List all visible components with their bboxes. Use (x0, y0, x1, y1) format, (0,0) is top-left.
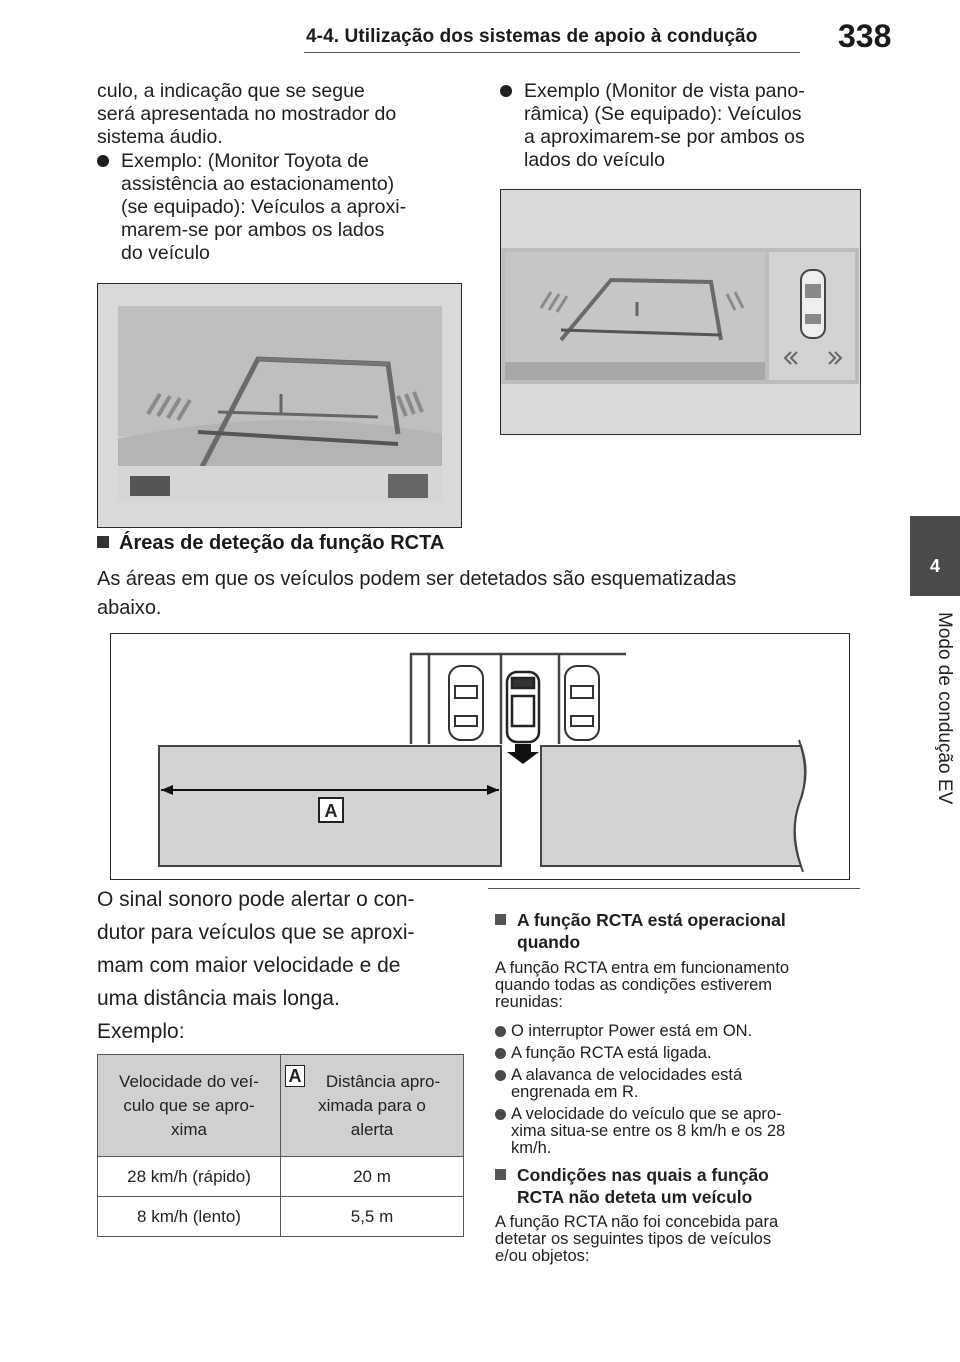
detection-area-diagram (110, 633, 850, 880)
not-detect-intro-line: detetar os seguintes tipos de veículos (495, 1230, 772, 1248)
not-detect-intro-line: A função RCTA não foi concebida para (495, 1213, 779, 1231)
rcta-areas-line: abaixo. (97, 597, 162, 619)
bullet-line: râmica) (Se equipado): Veículos (524, 103, 802, 125)
note-square-icon (495, 914, 506, 925)
bullet-line: a aproximarem-se por ambos os (524, 126, 805, 148)
not-detect-intro-line: e/ou objetos: (495, 1247, 590, 1265)
bullet-dot (500, 85, 512, 97)
section-square-icon (97, 536, 109, 548)
bullet-line: Exemplo (Monitor de vista pano- (524, 80, 805, 102)
parked-car-right (565, 666, 599, 740)
bullet-line: (se equipado): Veículos a aproxi- (121, 196, 407, 218)
chapter-label-box (884, 612, 960, 842)
header-speed-line: xima (171, 1119, 207, 1139)
page-number: 338 (838, 18, 892, 54)
alert-line: O sinal sonoro pode alertar o con- (97, 888, 415, 911)
condition-line: O interruptor Power está em ON. (511, 1022, 753, 1040)
condition-line: km/h. (511, 1139, 552, 1157)
panoramic-monitor-illustration (500, 189, 861, 435)
bullet-text (121, 150, 406, 265)
condition-line: A função RCTA está ligada. (511, 1044, 712, 1062)
diagram-key-a: A (324, 801, 338, 821)
condition-line: A alavanca de velocidades está (511, 1066, 743, 1084)
operational-intro-line: quando todas as condições estiverem (495, 976, 773, 994)
table-row (98, 1157, 464, 1197)
bullet-line: lados do veículo (524, 149, 665, 171)
operational-intro-line: A função RCTA entra em funcionamento (495, 959, 790, 977)
bullet-line: do veículo (121, 242, 210, 264)
key-a-label: A (285, 1065, 305, 1087)
not-detect-heading-line: RCTA não deteta um veículo (517, 1187, 753, 1207)
section-title: 4-4. Utilização dos sistemas de apoio à condução (306, 26, 758, 47)
rcta-areas-heading (97, 532, 444, 555)
header-speed (98, 1055, 281, 1157)
alert-line: uma distância mais longa. (97, 987, 340, 1010)
operational-heading-line: quando (517, 932, 581, 952)
intro-line: culo, a indicação que se segue (97, 80, 365, 102)
speed-distance-table (97, 1054, 464, 1237)
bullet-line: marem-se por ambos os lados (121, 219, 385, 241)
speed-cell: 28 km/h (rápido) (98, 1157, 281, 1197)
intro-line: será apresentada no mostrador do (97, 103, 397, 125)
parked-car-left (449, 666, 483, 740)
toyota-monitor-illustration (97, 283, 462, 528)
alert-line: dutor para veículos que se aproxi- (97, 921, 415, 944)
notes-rule (488, 888, 860, 889)
header-distance-line: Distância apro- (325, 1071, 441, 1091)
not-detect-intro (495, 1214, 778, 1265)
bullet-line: Exemplo: (Monitor Toyota de (121, 150, 369, 172)
bullet-text (524, 80, 805, 172)
detection-area-drawing (111, 634, 848, 878)
header-speed-line: culo que se apro- (123, 1095, 255, 1115)
alert-paragraph (97, 883, 415, 1048)
rcta-areas-body (97, 565, 736, 623)
alert-line: mam com maior velocidade e de (97, 954, 401, 977)
panoramic-view-image (501, 190, 859, 433)
bullet-line: assistência ao estacionamento) (121, 173, 395, 195)
own-car (507, 672, 539, 742)
condition-dot (495, 1048, 506, 1059)
chapter-number: 4 (929, 556, 940, 576)
condition-line: engrenada em R. (511, 1083, 639, 1101)
table-row (98, 1197, 464, 1237)
rcta-areas-heading-text: Áreas de deteção da função RCTA (119, 532, 445, 554)
chapter-label: Modo de condução EV (934, 612, 955, 805)
operational-intro-line: reunidas: (495, 993, 563, 1011)
condition-dot (495, 1109, 506, 1120)
bullet-dot (97, 155, 109, 167)
header-distance-line: alerta (350, 1119, 394, 1139)
operational-intro (495, 960, 789, 1011)
rear-camera-view-image (98, 284, 460, 526)
rcta-areas-line: As áreas em que os veículos podem ser detetados são esquematizadas (97, 568, 737, 590)
condition-line: xima situa-se entre os 8 km/h e os 28 (511, 1122, 786, 1140)
header-distance (281, 1055, 464, 1157)
condition-dot (495, 1026, 506, 1037)
condition-dot (495, 1070, 506, 1081)
header-speed-line: Velocidade do veí- (119, 1071, 259, 1091)
speed-cell: 8 km/h (lento) (98, 1197, 281, 1237)
table-header-row (98, 1055, 464, 1157)
operational-heading-line: A função RCTA está operacional (517, 910, 786, 930)
intro-paragraph (97, 80, 396, 149)
distance-cell: 5,5 m (281, 1197, 464, 1237)
note-square-icon (495, 1169, 506, 1180)
intro-line: sistema áudio. (97, 126, 223, 148)
alert-line: Exemplo: (97, 1020, 185, 1043)
chapter-tab (910, 516, 960, 596)
condition-line: A velocidade do veículo que se apro- (511, 1105, 782, 1123)
not-detect-heading-line: Condições nas quais a função (517, 1165, 769, 1185)
distance-cell: 20 m (281, 1157, 464, 1197)
header-rule (304, 52, 800, 53)
header-distance-line: ximada para o (318, 1095, 426, 1115)
